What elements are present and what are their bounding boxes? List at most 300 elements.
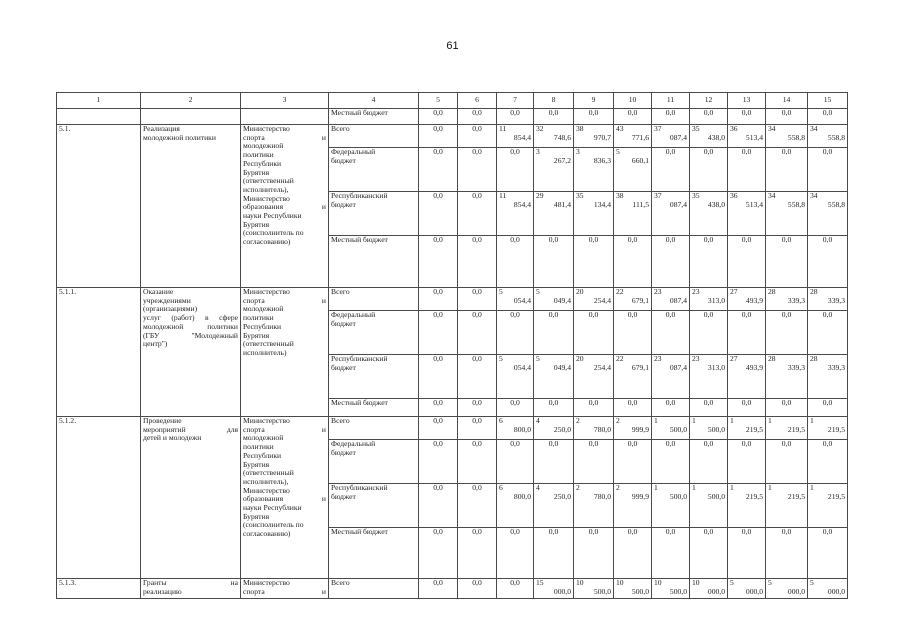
source-text: Федеральный — [331, 310, 376, 319]
value-text: 22 — [616, 287, 624, 296]
executor-text: спорта — [243, 132, 265, 142]
value-text: 0,0 — [781, 310, 792, 319]
header-cell: 15 — [808, 93, 848, 109]
value-text: 493,9 — [745, 295, 763, 305]
executor-text: Республики — [243, 158, 282, 168]
value-cell — [652, 148, 690, 192]
value-cell — [534, 148, 574, 192]
header-cell: 7 — [497, 93, 534, 109]
value-text: 36 — [730, 191, 738, 200]
value-text: 20 — [576, 354, 584, 363]
value-text: 500,0 — [707, 424, 725, 434]
value-text: 0,0 — [472, 108, 482, 117]
value-text: 679,1 — [631, 295, 649, 305]
value-text: 219,5 — [827, 424, 845, 434]
value-cell — [728, 528, 766, 579]
source-text: Республиканский — [331, 354, 388, 363]
value-text: 0,0 — [627, 398, 638, 407]
value-text: 32 — [536, 124, 544, 133]
value-cell — [766, 288, 808, 311]
value-cell — [534, 579, 574, 599]
value-cell — [766, 440, 808, 484]
value-cell — [690, 148, 728, 192]
value-text: 5 — [616, 147, 620, 156]
value-cell — [652, 484, 690, 528]
value-text: 1 — [692, 483, 696, 492]
value-text: 28 — [768, 354, 776, 363]
executor-cell — [241, 417, 329, 579]
value-cell — [614, 399, 652, 417]
value-text: 0,0 — [510, 108, 520, 117]
value-text: 22 — [616, 354, 624, 363]
value-cell — [690, 355, 728, 399]
value-text: 0,0 — [472, 124, 482, 133]
value-text: 267,2 — [553, 155, 571, 165]
item-name — [141, 125, 241, 288]
value-text: 0,0 — [472, 287, 482, 296]
source-cell — [329, 484, 419, 528]
value-text: 970,7 — [593, 132, 611, 142]
value-text: 0,0 — [703, 147, 714, 156]
value-cell — [766, 417, 808, 440]
value-text: 27 — [730, 287, 738, 296]
header-cell: 9 — [574, 93, 614, 109]
value-text: 500,0 — [669, 491, 687, 501]
item-name-line: Реализация — [143, 124, 180, 133]
value-cell — [419, 355, 458, 399]
value-cell — [614, 417, 652, 440]
value-cell — [766, 528, 808, 579]
value-cell — [458, 192, 497, 236]
value-cell — [574, 528, 614, 579]
executor-text: (ответственный — [243, 339, 294, 349]
value-text: 2 — [576, 416, 580, 425]
value-text: 3 — [576, 147, 580, 156]
value-cell — [728, 148, 766, 192]
value-cell — [497, 125, 534, 148]
value-text: 34 — [768, 191, 776, 200]
value-cell — [419, 148, 458, 192]
value-text: 800,0 — [513, 491, 531, 501]
value-text: 10 — [616, 578, 624, 587]
value-text: 049,4 — [553, 295, 571, 305]
value-cell — [652, 288, 690, 311]
value-cell — [419, 125, 458, 148]
value-cell — [458, 311, 497, 355]
executor-text: исполнитель) — [243, 347, 287, 357]
value-text: 111,5 — [632, 199, 649, 209]
source-text: бюджет — [331, 491, 356, 501]
value-cell — [766, 109, 808, 125]
value-text: 0,0 — [433, 124, 443, 133]
source-text: бюджет — [331, 447, 356, 457]
item-name-line: Гранты на — [143, 578, 238, 587]
value-cell — [458, 355, 497, 399]
value-cell — [652, 579, 690, 599]
executor-text: (ответственный — [243, 176, 294, 186]
value-text: 049,4 — [553, 362, 571, 372]
value-cell — [728, 355, 766, 399]
value-text: 0,0 — [781, 235, 792, 244]
budget-row — [57, 417, 848, 440]
value-text: 6 — [499, 416, 503, 425]
value-text: 1 — [654, 416, 658, 425]
value-text: 0,0 — [433, 287, 443, 296]
value-text: 0,0 — [822, 235, 833, 244]
value-cell — [728, 484, 766, 528]
value-text: 35 — [576, 191, 584, 200]
value-text: 0,0 — [433, 108, 443, 117]
value-cell — [497, 192, 534, 236]
source-cell — [329, 192, 419, 236]
value-cell — [497, 399, 534, 417]
value-cell — [574, 311, 614, 355]
executor-text: (ответственный — [243, 468, 294, 478]
value-cell — [534, 192, 574, 236]
value-text: 11 — [499, 124, 507, 133]
header-cell: 6 — [458, 93, 497, 109]
value-text: 0,0 — [588, 310, 599, 319]
value-text: 0,0 — [741, 527, 752, 536]
value-cell — [690, 484, 728, 528]
value-text: 558,8 — [787, 199, 805, 209]
value-text: 513,4 — [745, 199, 763, 209]
value-cell — [808, 288, 848, 311]
value-cell — [728, 579, 766, 599]
value-text: 23 — [692, 287, 700, 296]
executor-text: молодежной — [243, 141, 284, 151]
executor-cell — [241, 125, 329, 288]
value-text: 1 — [810, 483, 814, 492]
value-text: 254,4 — [593, 295, 611, 305]
value-text: 0,0 — [510, 398, 520, 407]
value-cell — [728, 236, 766, 288]
value-text: 0,0 — [510, 147, 520, 156]
value-text: 134,4 — [593, 199, 611, 209]
executor-text: согласованию) — [243, 237, 291, 247]
value-text: 2 — [616, 416, 620, 425]
source-text: Всего — [331, 416, 350, 425]
empty-cell — [57, 109, 141, 125]
value-cell — [614, 125, 652, 148]
executor-text: Министерство — [243, 416, 290, 425]
executor-text: Бурятия — [243, 167, 270, 177]
value-text: 0,0 — [822, 398, 833, 407]
value-text: 250,0 — [553, 491, 571, 501]
value-text: 481,4 — [553, 199, 571, 209]
value-cell — [690, 192, 728, 236]
value-text: 438,0 — [707, 132, 725, 142]
value-text: 37 — [654, 124, 662, 133]
value-cell — [690, 579, 728, 599]
value-text: 660,1 — [631, 155, 649, 165]
value-text: 5 — [810, 578, 814, 587]
value-cell — [614, 192, 652, 236]
value-text: 780,0 — [593, 424, 611, 434]
source-cell — [329, 288, 419, 311]
value-text: 0,0 — [703, 235, 714, 244]
executor-text: Республики — [243, 321, 282, 331]
value-text: 5 — [536, 287, 540, 296]
item-name-line: (организациями) — [143, 304, 198, 314]
value-text: 0,0 — [665, 235, 676, 244]
executor-line — [243, 349, 326, 358]
executor-line — [243, 238, 326, 247]
value-text: 0,0 — [781, 398, 792, 407]
value-cell — [690, 417, 728, 440]
value-cell — [534, 484, 574, 528]
value-text: 493,9 — [745, 362, 763, 372]
executor-text: исполнитель), — [243, 184, 289, 194]
source-cell — [329, 417, 419, 440]
value-text: 250,0 — [553, 424, 571, 434]
value-cell — [728, 440, 766, 484]
value-text: 15 — [536, 578, 544, 587]
value-cell — [534, 236, 574, 288]
value-text: 0,0 — [703, 398, 714, 407]
value-cell — [497, 236, 534, 288]
value-text: 0,0 — [472, 147, 482, 156]
item-name-line: услуг (работ) в сфере — [143, 313, 238, 323]
executor-text: Бурятия — [243, 511, 270, 521]
value-text: 34 — [810, 191, 818, 200]
value-cell — [458, 399, 497, 417]
executor-text: политики — [243, 150, 274, 160]
value-text: 0,0 — [741, 398, 752, 407]
value-cell — [614, 109, 652, 125]
value-cell — [690, 311, 728, 355]
value-cell — [458, 288, 497, 311]
header-cell: 3 — [241, 93, 329, 109]
value-text: 0,0 — [781, 527, 792, 536]
executor-text: Бурятия — [243, 330, 270, 340]
executor-text: и — [321, 494, 326, 504]
value-cell — [419, 579, 458, 599]
value-text: 0,0 — [588, 527, 599, 536]
value-text: 0,0 — [548, 398, 559, 407]
value-text: 0,0 — [741, 439, 752, 448]
header-cell: 5 — [419, 93, 458, 109]
item-name-line: молодежной политики — [143, 132, 216, 142]
source-cell — [329, 355, 419, 399]
value-cell — [652, 355, 690, 399]
executor-text: спорта — [243, 295, 265, 305]
value-cell — [614, 579, 652, 599]
value-cell — [574, 484, 614, 528]
value-text: 0,0 — [548, 439, 559, 448]
value-cell — [728, 125, 766, 148]
value-text: 087,4 — [669, 295, 687, 305]
executor-text: науки Республики — [243, 211, 302, 221]
value-cell — [574, 192, 614, 236]
value-text: 0,0 — [433, 147, 443, 156]
value-text: 0,0 — [822, 439, 833, 448]
executor-text: Министерство — [243, 287, 290, 296]
value-text: 0,0 — [433, 354, 443, 363]
value-cell — [497, 288, 534, 311]
value-text: 1 — [768, 416, 772, 425]
value-cell — [808, 579, 848, 599]
value-cell — [808, 125, 848, 148]
empty-cell — [141, 109, 241, 125]
value-text: 679,1 — [631, 362, 649, 372]
value-cell — [652, 125, 690, 148]
value-cell — [419, 288, 458, 311]
executor-text: спорта — [243, 586, 265, 596]
value-text: 0,0 — [741, 147, 752, 156]
value-text: 339,3 — [827, 295, 845, 305]
source-text: Федеральный — [331, 147, 376, 156]
carry-row — [57, 109, 848, 125]
budget-table — [56, 92, 848, 599]
value-cell — [458, 236, 497, 288]
value-text: 37 — [654, 191, 662, 200]
value-text: 0,0 — [433, 416, 443, 425]
value-cell — [808, 417, 848, 440]
value-cell — [458, 109, 497, 125]
budget-row — [57, 579, 848, 599]
value-text: 29 — [536, 191, 544, 200]
value-text: 5 — [536, 354, 540, 363]
value-text: 1 — [730, 416, 734, 425]
value-text: 34 — [768, 124, 776, 133]
value-cell — [808, 311, 848, 355]
value-cell — [728, 192, 766, 236]
value-cell — [728, 417, 766, 440]
source-text: Местный бюджет — [331, 398, 388, 407]
value-cell — [766, 236, 808, 288]
value-text: 43 — [616, 124, 624, 133]
source-cell — [329, 579, 419, 599]
item-name-line: центр") — [143, 339, 168, 349]
value-text: 0,0 — [781, 108, 792, 117]
value-cell — [766, 125, 808, 148]
value-text: 11 — [499, 191, 507, 200]
value-cell — [574, 579, 614, 599]
value-cell — [458, 417, 497, 440]
value-text: 0,0 — [472, 191, 482, 200]
source-cell — [329, 528, 419, 579]
source-text: Всего — [331, 578, 350, 587]
value-text: 0,0 — [510, 439, 520, 448]
value-cell — [652, 192, 690, 236]
value-text: 28 — [810, 287, 818, 296]
value-text: 3 — [536, 147, 540, 156]
value-cell — [690, 528, 728, 579]
executor-text: науки Республики — [243, 503, 302, 513]
header-cell: 4 — [329, 93, 419, 109]
value-text: 219,5 — [745, 424, 763, 434]
value-text: 0,0 — [665, 439, 676, 448]
value-text: 558,8 — [787, 132, 805, 142]
value-text: 999,9 — [631, 491, 649, 501]
source-cell — [329, 148, 419, 192]
value-cell — [766, 579, 808, 599]
value-text: 339,3 — [787, 362, 805, 372]
page-number: 61 — [446, 40, 459, 52]
value-cell — [534, 125, 574, 148]
item-name-line: (ГБУ "Молодежный — [143, 330, 238, 340]
value-text: 5 — [730, 578, 734, 587]
source-text: бюджет — [331, 318, 356, 328]
value-text: 0,0 — [433, 310, 443, 319]
value-text: 500,0 — [593, 586, 611, 596]
value-text: 0,0 — [665, 310, 676, 319]
source-cell — [329, 125, 419, 148]
value-cell — [690, 399, 728, 417]
value-text: 1 — [810, 416, 814, 425]
value-text: 054,4 — [513, 295, 531, 305]
value-cell — [497, 417, 534, 440]
value-text: 0,0 — [548, 235, 559, 244]
value-text: 780,0 — [593, 491, 611, 501]
header-cell: 14 — [766, 93, 808, 109]
value-cell — [419, 109, 458, 125]
value-cell — [574, 109, 614, 125]
value-text: 0,0 — [510, 527, 520, 536]
source-cell — [329, 236, 419, 288]
budget-row — [57, 288, 848, 311]
item-name-line: Оказание — [143, 287, 174, 296]
value-text: 0,0 — [510, 578, 520, 587]
value-cell — [419, 192, 458, 236]
value-cell — [766, 355, 808, 399]
value-text: 28 — [768, 287, 776, 296]
value-text: 1 — [654, 483, 658, 492]
item-name-line: детей и молодежи — [143, 433, 202, 443]
value-text: 219,5 — [745, 491, 763, 501]
value-cell — [614, 148, 652, 192]
source-text: Федеральный — [331, 439, 376, 448]
source-cell — [329, 311, 419, 355]
value-cell — [808, 484, 848, 528]
item-name-line: молодежной политики — [143, 321, 238, 331]
value-cell — [419, 528, 458, 579]
value-text: 36 — [730, 124, 738, 133]
value-cell — [614, 288, 652, 311]
executor-text: Министерство — [243, 485, 290, 495]
value-cell — [614, 355, 652, 399]
value-cell — [652, 417, 690, 440]
value-cell — [728, 109, 766, 125]
executor-text: Бурятия — [243, 219, 270, 229]
value-text: 854,4 — [513, 132, 531, 142]
value-cell — [808, 109, 848, 125]
value-text: 087,4 — [669, 199, 687, 209]
value-cell — [574, 125, 614, 148]
value-cell — [652, 109, 690, 125]
executor-line — [243, 530, 326, 539]
value-cell — [458, 528, 497, 579]
value-text: 0,0 — [627, 439, 638, 448]
value-cell — [497, 311, 534, 355]
value-cell — [534, 440, 574, 484]
value-text: 0,0 — [781, 439, 792, 448]
value-text: 10 — [576, 578, 584, 587]
value-text: 35 — [692, 124, 700, 133]
value-text: 0,0 — [510, 235, 520, 244]
header-cell: 8 — [534, 93, 574, 109]
header-row — [57, 93, 848, 109]
item-code: 5.1.3. — [57, 579, 141, 599]
value-text: 0,0 — [703, 439, 714, 448]
value-cell — [808, 148, 848, 192]
value-text: 219,5 — [827, 491, 845, 501]
value-text: 0,0 — [665, 147, 676, 156]
value-cell — [419, 417, 458, 440]
value-text: 254,4 — [593, 362, 611, 372]
value-text: 313,0 — [707, 295, 725, 305]
